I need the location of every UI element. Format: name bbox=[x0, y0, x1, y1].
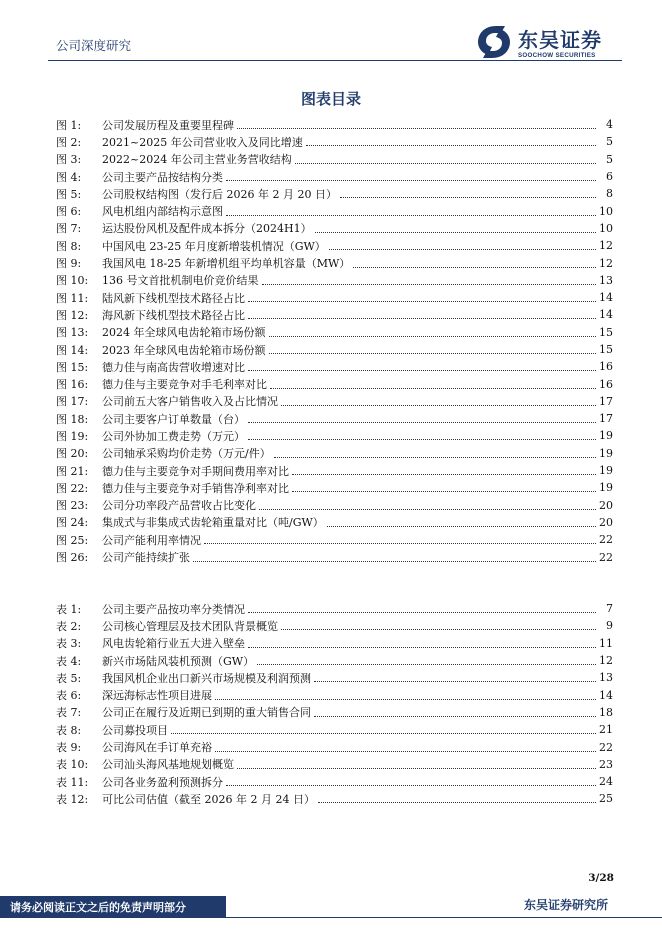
table-entry-number: 表 5: bbox=[56, 671, 82, 685]
figure-entry-title: 136 号文首批机制电价竞价结果 bbox=[102, 274, 259, 288]
figure-entry-title: 陆风新下线机型技术路径占比 bbox=[102, 291, 245, 305]
table-entry-leader-dots bbox=[226, 785, 596, 786]
figure-entry-leader-dots bbox=[340, 197, 596, 198]
logo-english-name: SOOCHOW SECURITIES bbox=[518, 52, 596, 59]
figure-entry-title: 公司外协加工费走势（万元） bbox=[102, 429, 245, 443]
table-entry-page: 13 bbox=[599, 671, 613, 685]
figure-entry-leader-dots bbox=[237, 128, 596, 129]
figure-entry-leader-dots bbox=[327, 526, 596, 527]
figure-entry-number: 图 20: bbox=[56, 447, 89, 461]
table-entry-leader-dots bbox=[237, 768, 596, 769]
table-entry-title: 可比公司估值（截至 2026 年 2 月 24 日） bbox=[102, 792, 315, 806]
table-entry[interactable] bbox=[56, 738, 613, 755]
figures-list bbox=[56, 116, 613, 566]
figure-entry-leader-dots bbox=[248, 301, 596, 302]
page-title: 图表目录 bbox=[300, 90, 361, 108]
figure-entry-number: 图 5: bbox=[56, 187, 82, 201]
figure-entry[interactable] bbox=[56, 289, 613, 306]
figure-entry[interactable] bbox=[56, 479, 613, 496]
figure-entry-leader-dots bbox=[292, 491, 596, 492]
figure-entry[interactable] bbox=[56, 445, 613, 462]
figure-entry-title: 公司发展历程及重要里程碑 bbox=[102, 118, 234, 132]
figure-entry-number: 图 13: bbox=[56, 326, 89, 340]
table-entry[interactable] bbox=[56, 686, 613, 703]
figure-entry-page: 14 bbox=[599, 308, 613, 322]
table-entry-title: 公司各业务盈利预测拆分 bbox=[102, 775, 223, 789]
table-entry-page: 25 bbox=[599, 792, 613, 806]
figure-entry-number: 图 26: bbox=[56, 551, 89, 565]
figure-entry[interactable] bbox=[56, 306, 613, 323]
table-entry[interactable] bbox=[56, 721, 613, 738]
figure-entry-number: 图 18: bbox=[56, 412, 89, 426]
footer-disclaimer: 请务必阅读正文之后的免责声明部分 bbox=[10, 901, 186, 914]
figure-entry-number: 图 1: bbox=[56, 118, 82, 132]
figure-entry-number: 图 21: bbox=[56, 464, 89, 478]
table-entry-number: 表 11: bbox=[56, 775, 89, 789]
figure-entry[interactable] bbox=[56, 462, 613, 479]
figure-entry-title: 集成式与非集成式齿轮箱重量对比（吨/GW） bbox=[102, 516, 324, 530]
table-entry[interactable] bbox=[56, 635, 613, 652]
table-entry[interactable] bbox=[56, 669, 613, 686]
figure-entry-title: 公司分功率段产品营收占比变化 bbox=[102, 499, 256, 513]
figure-entry[interactable] bbox=[56, 531, 613, 548]
table-entry-page: 23 bbox=[599, 757, 613, 771]
figure-entry-leader-dots bbox=[248, 439, 596, 440]
figure-entry[interactable] bbox=[56, 427, 613, 444]
figure-entry-page: 15 bbox=[599, 343, 613, 356]
figure-entry-page: 19 bbox=[599, 446, 613, 460]
figure-entry[interactable] bbox=[56, 548, 613, 565]
table-entry-page: 12 bbox=[599, 654, 613, 668]
figure-entry-leader-dots bbox=[292, 474, 596, 475]
table-entry-page: 18 bbox=[599, 705, 613, 719]
table-entry-page: 22 bbox=[599, 740, 613, 754]
table-entry[interactable] bbox=[56, 773, 613, 790]
figure-entry[interactable] bbox=[56, 151, 613, 168]
figure-entry-leader-dots bbox=[270, 388, 596, 389]
figure-entry-page: 5 bbox=[606, 152, 613, 166]
figure-entry-page: 20 bbox=[599, 515, 613, 529]
table-entry-number: 表 1: bbox=[56, 602, 82, 616]
table-entry-title: 新兴市场陆风装机预测（GW） bbox=[102, 654, 255, 668]
footer-divider bbox=[226, 917, 662, 918]
table-entry-number: 表 10: bbox=[56, 758, 89, 772]
figure-entry-title: 2024 年全球风电齿轮箱市场份额 bbox=[102, 326, 266, 340]
table-entry-leader-dots bbox=[248, 647, 596, 648]
table-entry-page: 14 bbox=[599, 688, 613, 702]
header-divider bbox=[48, 60, 622, 61]
figure-entry[interactable] bbox=[56, 410, 613, 427]
figure-entry-number: 图 17: bbox=[56, 395, 89, 409]
figure-entry-number: 图 9: bbox=[56, 257, 82, 271]
table-entry-title: 公司正在履行及近期已到期的重大销售合同 bbox=[102, 706, 311, 720]
figure-entry-page: 20 bbox=[599, 498, 613, 512]
figure-entry-leader-dots bbox=[226, 215, 596, 216]
figure-entry-title: 德力佳与主要竞争对手销售净利率对比 bbox=[102, 481, 289, 495]
figure-entry[interactable] bbox=[56, 358, 613, 375]
figure-entry-number: 图 7: bbox=[56, 222, 82, 236]
figure-entry-page: 16 bbox=[599, 377, 613, 391]
table-entry-number: 表 12: bbox=[56, 792, 89, 806]
figure-entry-page: 5 bbox=[606, 135, 613, 149]
table-entry[interactable] bbox=[56, 704, 613, 721]
figure-entry-leader-dots bbox=[295, 163, 596, 164]
figure-entry-number: 图 2: bbox=[56, 135, 82, 149]
figure-entry-page: 14 bbox=[599, 291, 613, 305]
page-number: 3/28 bbox=[588, 872, 614, 884]
figure-entry-number: 图 16: bbox=[56, 378, 89, 392]
table-entry-title: 公司募投项目 bbox=[102, 723, 168, 737]
figure-entry-leader-dots bbox=[226, 180, 596, 181]
figure-entry[interactable] bbox=[56, 254, 613, 271]
figure-entry[interactable] bbox=[56, 393, 613, 410]
table-entry-number: 表 3: bbox=[56, 637, 82, 651]
figure-entry-leader-dots bbox=[259, 509, 596, 510]
table-entry[interactable] bbox=[56, 617, 613, 634]
table-entry-number: 表 7: bbox=[56, 706, 82, 720]
table-entry-leader-dots bbox=[257, 664, 596, 665]
table-entry-page: 9 bbox=[606, 619, 613, 633]
figure-entry-leader-dots bbox=[204, 543, 596, 544]
figure-entry-page: 8 bbox=[606, 187, 613, 201]
table-entry-leader-dots bbox=[215, 699, 596, 700]
table-entry-title: 我国风机企业出口新兴市场规模及利润预测 bbox=[102, 671, 311, 685]
figure-entry[interactable] bbox=[56, 497, 613, 514]
table-entry-page: 21 bbox=[599, 723, 613, 737]
figure-entry[interactable] bbox=[56, 133, 613, 150]
figure-entry-title: 公司轴承采购均价走势（万元/件） bbox=[102, 447, 271, 461]
figure-entry-title: 2023 年全球风电齿轮箱市场份额 bbox=[102, 343, 266, 357]
footer-institute: 东吴证券研究所 bbox=[523, 898, 608, 912]
figure-entry[interactable] bbox=[56, 514, 613, 531]
figure-entry-page: 10 bbox=[599, 204, 613, 218]
figure-entry-page: 4 bbox=[606, 118, 613, 132]
table-entry-leader-dots bbox=[314, 716, 596, 717]
figure-entry-number: 图 3: bbox=[56, 153, 82, 167]
table-entry-title: 公司主要产品按功率分类情况 bbox=[102, 602, 245, 616]
figure-entry-title: 海风新下线机型技术路径占比 bbox=[102, 308, 245, 322]
figure-entry[interactable] bbox=[56, 202, 613, 219]
figure-entry[interactable] bbox=[56, 168, 613, 185]
footer-disclaimer-bar bbox=[0, 896, 226, 918]
tables-list bbox=[56, 600, 613, 808]
figure-entry[interactable] bbox=[56, 237, 613, 254]
figure-entry-page: 15 bbox=[599, 325, 613, 339]
figure-entry-page: 17 bbox=[599, 412, 613, 426]
table-entry-number: 表 8: bbox=[56, 723, 82, 737]
figure-entry-leader-dots bbox=[274, 457, 596, 458]
table-entry[interactable] bbox=[56, 652, 613, 669]
figure-entry-leader-dots bbox=[262, 284, 597, 285]
table-entry-leader-dots bbox=[281, 629, 596, 630]
figure-entry-leader-dots bbox=[248, 318, 596, 319]
figure-entry-number: 图 23: bbox=[56, 499, 89, 513]
figure-entry-page: 10 bbox=[599, 221, 613, 235]
figure-entry-page: 22 bbox=[599, 533, 613, 547]
logo-chinese-name: 东吴证券 bbox=[518, 28, 602, 52]
table-entry[interactable] bbox=[56, 600, 613, 617]
figure-entry-page: 19 bbox=[599, 481, 613, 495]
figure-entry-leader-dots bbox=[193, 561, 596, 562]
table-entry-title: 公司海风在手订单充裕 bbox=[102, 741, 212, 755]
figure-entry-number: 图 24: bbox=[56, 516, 89, 530]
figure-entry-number: 图 6: bbox=[56, 205, 82, 219]
header-section-label: 公司深度研究 bbox=[56, 38, 132, 53]
table-entry-page: 7 bbox=[606, 602, 613, 616]
figure-entry-title: 德力佳与主要竞争对手期间费用率对比 bbox=[102, 464, 289, 478]
figure-entry-title: 德力佳与主要竞争对手毛利率对比 bbox=[102, 378, 267, 392]
table-entry-leader-dots bbox=[215, 751, 596, 752]
figure-entry[interactable] bbox=[56, 185, 613, 202]
figure-entry-title: 公司产能持续扩张 bbox=[102, 551, 190, 565]
figure-entry-title: 公司前五大客户销售收入及占比情况 bbox=[102, 395, 278, 409]
figure-entry-title: 2022~2024 年公司主营业务营收结构 bbox=[102, 153, 292, 167]
figure-entry-leader-dots bbox=[269, 353, 597, 354]
table-entry-title: 公司核心管理层及技术团队背景概览 bbox=[102, 619, 278, 633]
figure-entry-page: 13 bbox=[599, 273, 613, 287]
figure-entry-number: 图 15: bbox=[56, 360, 89, 374]
figure-entry-number: 图 8: bbox=[56, 239, 82, 253]
figure-entry-title: 中国风电 23-25 年月度新增装机情况（GW） bbox=[102, 239, 326, 253]
figure-entry-title: 公司主要产品按结构分类 bbox=[102, 170, 223, 184]
table-entry-number: 表 4: bbox=[56, 654, 82, 668]
figure-entry-leader-dots bbox=[248, 370, 596, 371]
figure-entry-title: 我国风电 18-25 年新增机组平均单机容量（MW） bbox=[102, 257, 351, 271]
table-entry-leader-dots bbox=[171, 733, 596, 734]
figure-entry-number: 图 22: bbox=[56, 481, 89, 495]
figure-entry-number: 图 11: bbox=[56, 291, 89, 305]
table-entry[interactable] bbox=[56, 790, 613, 807]
figure-entry-page: 17 bbox=[599, 394, 613, 408]
figure-entry[interactable] bbox=[56, 272, 613, 289]
figure-entry[interactable] bbox=[56, 324, 613, 341]
figure-entry[interactable] bbox=[56, 220, 613, 237]
figure-entry-page: 12 bbox=[599, 239, 613, 253]
logo-mark-icon bbox=[474, 22, 514, 62]
figure-entry-title: 风电机组内部结构示意图 bbox=[102, 205, 223, 219]
figure-entry-number: 图 14: bbox=[56, 343, 89, 357]
figure-entry[interactable] bbox=[56, 375, 613, 392]
figure-entry[interactable] bbox=[56, 341, 613, 358]
table-entry-leader-dots bbox=[314, 681, 596, 682]
figure-entry-title: 2021~2025 年公司营业收入及同比增速 bbox=[102, 135, 303, 149]
figure-entry-title: 公司主要客户订单数量（台） bbox=[102, 412, 245, 426]
figure-entry-page: 22 bbox=[599, 550, 613, 564]
figure-entry-number: 图 25: bbox=[56, 533, 89, 547]
figure-entry-title: 德力佳与南高齿营收增速对比 bbox=[102, 360, 245, 374]
figure-entry-leader-dots bbox=[306, 145, 596, 146]
figure-entry-page: 19 bbox=[599, 429, 613, 443]
figure-entry-number: 图 12: bbox=[56, 308, 89, 322]
figure-entry-leader-dots bbox=[315, 232, 596, 233]
figure-entry-title: 公司股权结构图（发行后 2026 年 2 月 20 日） bbox=[102, 187, 337, 201]
table-entry-number: 表 2: bbox=[56, 619, 82, 633]
figure-entry-title: 公司产能利用率情况 bbox=[102, 533, 201, 547]
table-entry-page: 11 bbox=[599, 636, 613, 650]
figure-entry[interactable] bbox=[56, 116, 613, 133]
table-entry[interactable] bbox=[56, 756, 613, 773]
figure-entry-page: 6 bbox=[606, 170, 613, 184]
table-entry-page: 24 bbox=[599, 775, 613, 789]
figure-entry-page: 19 bbox=[599, 464, 613, 478]
figure-entry-page: 12 bbox=[599, 256, 613, 270]
table-entry-leader-dots bbox=[248, 612, 596, 613]
figure-entry-number: 图 4: bbox=[56, 170, 82, 184]
figure-entry-leader-dots bbox=[353, 267, 596, 268]
figure-entry-leader-dots bbox=[281, 405, 596, 406]
table-entry-leader-dots bbox=[318, 802, 596, 803]
figure-entry-number: 图 10: bbox=[56, 274, 89, 288]
figure-entry-number: 图 19: bbox=[56, 429, 89, 443]
table-entry-title: 深远海标志性项目进展 bbox=[102, 689, 212, 703]
table-entry-title: 公司汕头海风基地规划概览 bbox=[102, 758, 234, 772]
table-entry-number: 表 6: bbox=[56, 689, 82, 703]
figure-entry-title: 运达股份风机及配件成本拆分（2024H1） bbox=[102, 222, 312, 236]
figure-entry-page: 16 bbox=[599, 360, 613, 374]
figure-entry-leader-dots bbox=[329, 249, 596, 250]
figure-entry-leader-dots bbox=[248, 422, 596, 423]
table-entry-number: 表 9: bbox=[56, 741, 82, 755]
figure-entry-leader-dots bbox=[269, 336, 597, 337]
table-entry-title: 风电齿轮箱行业五大进入壁垒 bbox=[102, 637, 245, 651]
